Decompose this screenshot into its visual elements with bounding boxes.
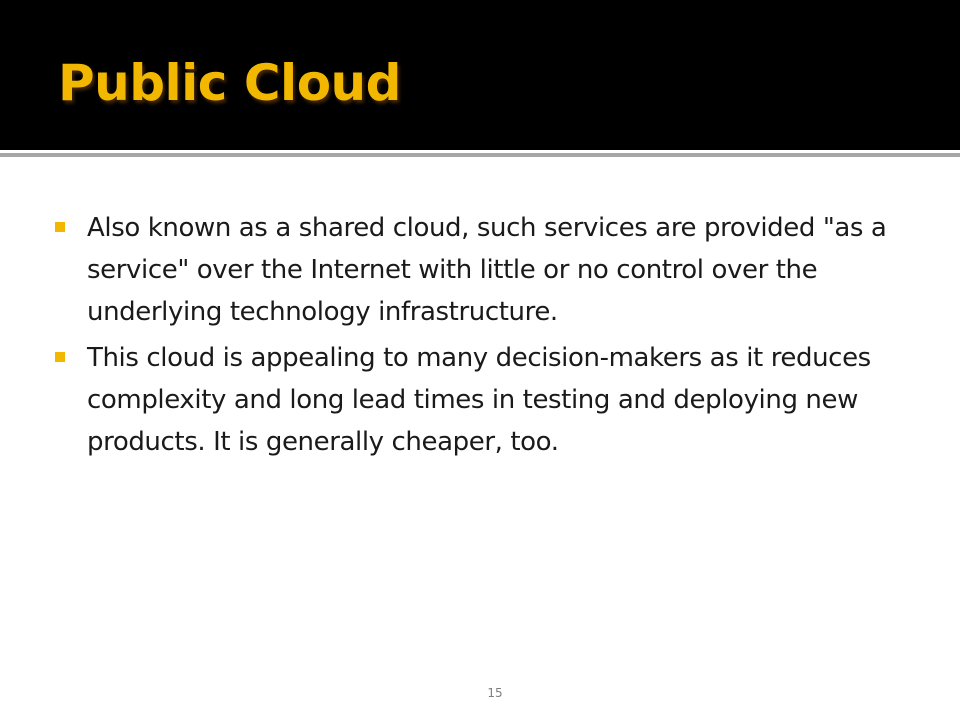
- title-bar: [0, 0, 960, 150]
- slide-title: Public Cloud: [58, 54, 401, 112]
- slide-number: 15: [487, 686, 503, 700]
- bullet-text: Also known as a shared cloud, such services are provided "as a service" over the Internet with little or no control over the underlying technology infrastructure.: [87, 213, 887, 327]
- title-divider: [0, 153, 960, 157]
- bullet-item: [55, 337, 925, 463]
- bullet-text: This cloud is appealing to many decision-makers as it reduces complexity and long lead times in testing and deploying new products. It is generally cheaper, too.: [87, 343, 871, 457]
- bullet-list: [55, 207, 925, 467]
- bullet-item: [55, 207, 925, 333]
- square-bullet-icon: [55, 222, 65, 232]
- square-bullet-icon: [55, 352, 65, 362]
